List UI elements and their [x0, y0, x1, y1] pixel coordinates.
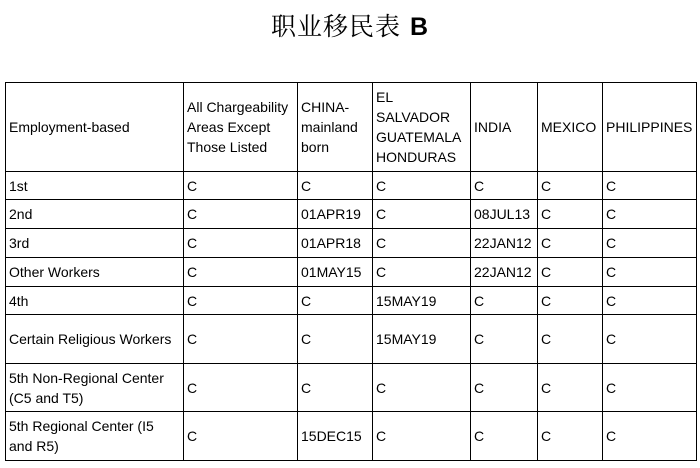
table-cell: C [184, 258, 298, 287]
table-cell: C [471, 172, 538, 200]
table-cell: C [373, 200, 471, 229]
table-cell: C [298, 364, 373, 412]
table-cell: C [184, 315, 298, 364]
column-header-philippines: PHILIPPINES [603, 83, 697, 172]
column-header-mexico: MEXICO [538, 83, 603, 172]
table-cell: 01APR18 [298, 229, 373, 258]
column-header-china: CHINA-mainland born [298, 83, 373, 172]
table-cell: C [603, 364, 697, 412]
table-cell: 01APR19 [298, 200, 373, 229]
page-title [0, 10, 700, 44]
column-header-india: INDIA [471, 83, 538, 172]
table-cell: C [184, 200, 298, 229]
table-cell: C [298, 287, 373, 315]
page-title-suffix: B [409, 13, 430, 41]
table-cell: C [603, 229, 697, 258]
table-cell: C [538, 258, 603, 287]
column-header-el-salvador-guatemala-honduras: EL SALVADOR GUATEMALA HONDURAS [373, 83, 471, 172]
table-cell: C [373, 172, 471, 200]
table-cell: C [603, 258, 697, 287]
table-cell: C [603, 412, 697, 461]
table-cell: C [471, 315, 538, 364]
row-label-cell: 3rd [6, 229, 184, 258]
table-cell: C [184, 229, 298, 258]
table-cell: C [298, 315, 373, 364]
row-label-cell: 4th [6, 287, 184, 315]
table-cell: C [538, 172, 603, 200]
table-cell: C [373, 412, 471, 461]
table-row [6, 172, 697, 200]
table-cell: C [538, 315, 603, 364]
table-cell: 15MAY19 [373, 315, 471, 364]
table-cell: C [603, 315, 697, 364]
employment-visa-bulletin-table [5, 82, 697, 461]
column-header-employment-based: Employment-based [6, 83, 184, 172]
table-row [6, 412, 697, 461]
table-cell: C [471, 287, 538, 315]
row-label-cell: 2nd [6, 200, 184, 229]
table-cell: 15MAY19 [373, 287, 471, 315]
table-cell: C [184, 412, 298, 461]
table-row [6, 364, 697, 412]
table-cell: C [538, 364, 603, 412]
table-cell: C [184, 172, 298, 200]
table-cell: C [471, 412, 538, 461]
table-cell: C [373, 229, 471, 258]
row-label-cell: Other Workers [6, 258, 184, 287]
table-header-row [6, 83, 697, 172]
table-row [6, 200, 697, 229]
table-cell: C [184, 364, 298, 412]
table-cell: C [603, 172, 697, 200]
table-row [6, 229, 697, 258]
table-cell: C [603, 287, 697, 315]
table-cell: C [471, 364, 538, 412]
table-cell: 01MAY15 [298, 258, 373, 287]
table-cell: C [603, 200, 697, 229]
table-cell: C [298, 172, 373, 200]
row-label-cell: Certain Religious Workers [6, 315, 184, 364]
table-cell: 22JAN12 [471, 229, 538, 258]
table-cell: C [184, 287, 298, 315]
row-label-cell: 1st [6, 172, 184, 200]
row-label-cell: 5th Non-Regional Center (C5 and T5) [6, 364, 184, 412]
page-title-text: 职业移民表 [270, 12, 401, 41]
table-cell: C [538, 412, 603, 461]
table-cell: 15DEC15 [298, 412, 373, 461]
table-row [6, 258, 697, 287]
table-cell: C [538, 200, 603, 229]
row-label-cell: 5th Regional Center (I5 and R5) [6, 412, 184, 461]
table-row [6, 315, 697, 364]
table-row [6, 287, 697, 315]
table-cell: C [373, 364, 471, 412]
table-cell: C [538, 287, 603, 315]
column-header-all-chargeability: All Chargeability Areas Except Those Listed [184, 83, 298, 172]
table-cell: C [373, 258, 471, 287]
table-cell: C [538, 229, 603, 258]
table-cell: 08JUL13 [471, 200, 538, 229]
table-cell: 22JAN12 [471, 258, 538, 287]
